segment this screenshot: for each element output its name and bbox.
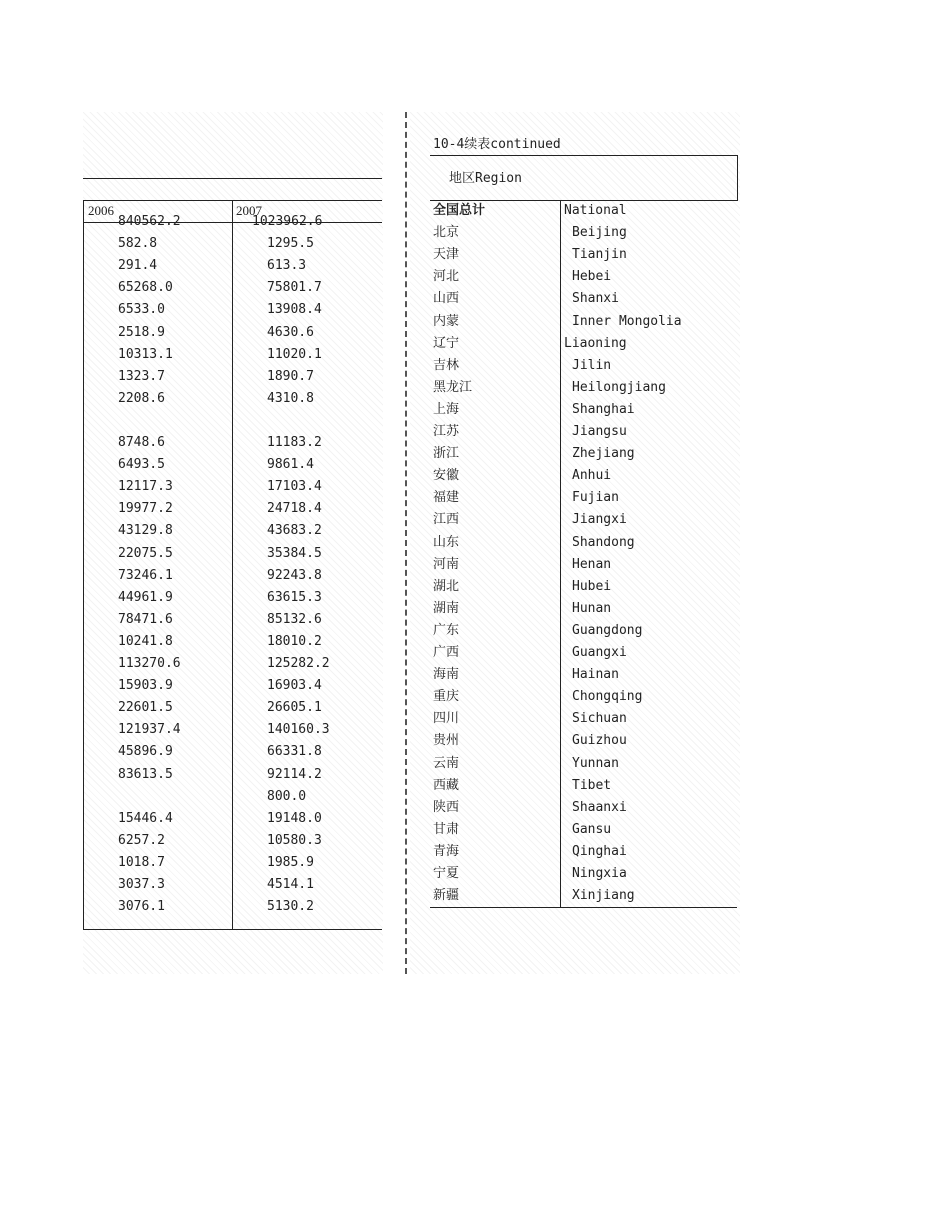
value-2007: 613.3 (267, 258, 307, 274)
value-2007: 1985.9 (267, 854, 314, 870)
value-2007: 35384.5 (267, 545, 322, 561)
value-2006: 78471.6 (118, 611, 173, 627)
region-name-en: Guangdong (572, 622, 643, 638)
region-name-en: Gansu (572, 821, 612, 837)
region-name-en: Fujian (572, 490, 619, 506)
region-name-en: Liaoning (564, 335, 627, 351)
table-col-line-left (83, 200, 84, 929)
value-2006: 10313.1 (118, 346, 173, 362)
region-name-cn: 四川 (433, 711, 460, 727)
region-name-en: Henan (572, 556, 612, 572)
region-name-en: Jiangsu (572, 424, 627, 439)
value-2006: 6533.0 (118, 302, 165, 318)
value-2007: 4514.1 (267, 877, 314, 892)
region-rule-right (737, 155, 738, 201)
region-name-cn: 甘肃 (433, 821, 460, 837)
value-2007: 10580.3 (267, 832, 322, 848)
region-name-cn: 云南 (433, 755, 460, 771)
region-name-cn: 西藏 (433, 777, 460, 793)
region-name-cn: 重庆 (433, 689, 460, 705)
value-2006: 582.8 (118, 236, 158, 252)
region-name-cn: 陕西 (433, 799, 460, 815)
region-name-cn: 内蒙 (433, 313, 460, 329)
region-name-en: Inner Mongolia (572, 313, 682, 329)
value-2006: 45896.9 (118, 744, 173, 760)
table-rule-top (83, 178, 382, 179)
region-name-cn: 山西 (433, 291, 460, 307)
region-name-en: Xinjiang (572, 888, 635, 904)
value-2007: 1295.5 (267, 236, 314, 252)
region-name-en: Sichuan (572, 711, 627, 727)
value-2006: 44961.9 (118, 589, 173, 605)
value-2006: 8748.6 (118, 435, 165, 450)
value-2007: 85132.6 (267, 611, 322, 627)
value-2007: 43683.2 (267, 523, 322, 539)
region-name-en: Guangxi (572, 645, 627, 660)
region-name-cn: 辽宁 (433, 335, 460, 351)
column-header-2006: 2006 (88, 203, 114, 218)
region-name-cn: 新疆 (433, 888, 460, 904)
region-name-en: Shandong (572, 534, 635, 550)
table-col-line-mid (232, 200, 233, 929)
region-name-cn: 上海 (433, 401, 460, 417)
region-name-cn: 安徽 (433, 468, 460, 484)
value-2006: 22601.5 (118, 700, 173, 716)
region-name-cn: 全国总计 (433, 203, 486, 218)
value-2007: 1890.7 (267, 368, 314, 384)
value-2006: 291.4 (118, 258, 158, 274)
value-2007: 11183.2 (267, 435, 322, 450)
value-2006: 83613.5 (118, 766, 173, 782)
region-name-cn: 天津 (433, 247, 460, 263)
region-name-cn: 河北 (433, 269, 460, 285)
region-name-en: Qinghai (572, 843, 627, 859)
region-name-cn: 贵州 (433, 733, 460, 749)
region-name-cn: 广东 (433, 622, 460, 638)
region-name-en: Zhejiang (572, 446, 635, 462)
value-2006: 121937.4 (118, 722, 181, 738)
region-name-en: Jilin (572, 357, 612, 373)
value-2006: 73246.1 (118, 567, 173, 583)
region-name-cn: 吉林 (433, 357, 460, 373)
region-name-en: Hebei (572, 269, 612, 285)
region-name-en: National (564, 203, 627, 218)
value-2006: 22075.5 (118, 545, 173, 561)
region-rule-bottom (430, 907, 737, 908)
region-rule-top (430, 155, 737, 156)
region-name-en: Jiangxi (572, 512, 627, 528)
region-name-cn: 宁夏 (433, 866, 460, 881)
value-2006: 3076.1 (118, 899, 165, 915)
table-caption: 10-4续表continued (433, 137, 561, 152)
value-2007: 800.0 (267, 788, 307, 804)
region-name-en: Hainan (572, 667, 619, 683)
region-name-cn: 广西 (433, 645, 460, 660)
value-2007: 75801.7 (267, 280, 322, 296)
value-2006: 15446.4 (118, 810, 173, 826)
value-2007: 125282.2 (267, 656, 330, 671)
value-2007: 92114.2 (267, 766, 322, 782)
value-2007: 1023962.6 (252, 214, 323, 229)
region-name-cn: 北京 (433, 225, 460, 241)
region-name-cn: 海南 (433, 667, 460, 683)
value-2007: 11020.1 (267, 346, 322, 362)
value-2006: 840562.2 (118, 214, 181, 229)
region-name-en: Shanxi (572, 291, 619, 307)
value-2006: 43129.8 (118, 523, 173, 539)
value-2007: 19148.0 (267, 810, 322, 826)
region-col-line-mid (560, 200, 561, 907)
region-name-cn: 黑龙江 (433, 379, 473, 395)
value-2006: 6493.5 (118, 457, 165, 473)
value-2007: 4630.6 (267, 324, 314, 340)
value-2007: 18010.2 (267, 633, 322, 649)
region-name-en: Chongqing (572, 689, 643, 705)
region-name-cn: 浙江 (433, 446, 460, 462)
value-2006: 3037.3 (118, 877, 165, 892)
region-name-en: Hubei (572, 578, 612, 594)
region-name-en: Yunnan (572, 755, 619, 771)
value-2007: 4310.8 (267, 390, 314, 406)
value-2007: 5130.2 (267, 899, 314, 915)
region-name-cn: 青海 (433, 843, 460, 859)
region-name-cn: 湖北 (433, 578, 460, 594)
region-name-cn: 山东 (433, 534, 460, 550)
region-column-header: 地区Region (449, 171, 522, 186)
region-name-en: Hunan (572, 600, 612, 616)
value-2006: 15903.9 (118, 678, 173, 694)
value-2007: 16903.4 (267, 678, 322, 694)
page-break-divider (405, 112, 407, 974)
value-2006: 19977.2 (118, 501, 173, 517)
region-name-en: Tibet (572, 777, 612, 793)
region-name-cn: 福建 (433, 490, 460, 506)
value-2007: 66331.8 (267, 744, 322, 760)
region-name-en: Shanghai (572, 401, 635, 417)
column-header-2007: 2007 (236, 203, 262, 218)
value-2007: 13908.4 (267, 302, 322, 318)
region-name-en: Beijing (572, 225, 627, 241)
value-2006: 2518.9 (118, 324, 165, 340)
value-2007: 17103.4 (267, 479, 322, 495)
value-2006: 1323.7 (118, 368, 165, 384)
value-2007: 140160.3 (267, 722, 330, 738)
value-2007: 92243.8 (267, 567, 322, 583)
value-2006: 1018.7 (118, 854, 165, 870)
region-name-cn: 河南 (433, 556, 460, 572)
value-2007: 26605.1 (267, 700, 322, 716)
value-2007: 63615.3 (267, 589, 322, 605)
value-2006: 2208.6 (118, 390, 165, 406)
region-name-en: Heilongjiang (572, 379, 666, 395)
value-2007: 9861.4 (267, 457, 314, 473)
region-name-en: Guizhou (572, 733, 627, 749)
region-name-cn: 湖南 (433, 600, 460, 616)
value-2006: 65268.0 (118, 280, 173, 296)
value-2006: 113270.6 (118, 656, 181, 671)
value-2006: 6257.2 (118, 832, 165, 848)
region-name-en: Ningxia (572, 866, 627, 881)
region-name-en: Tianjin (572, 247, 627, 263)
region-name-cn: 江苏 (433, 424, 460, 439)
value-2006: 12117.3 (118, 479, 173, 495)
region-name-en: Anhui (572, 468, 612, 484)
value-2007: 24718.4 (267, 501, 322, 517)
table-rule-bottom (83, 929, 382, 930)
value-2006: 10241.8 (118, 633, 173, 649)
region-name-en: Shaanxi (572, 799, 627, 815)
region-name-cn: 江西 (433, 512, 460, 528)
